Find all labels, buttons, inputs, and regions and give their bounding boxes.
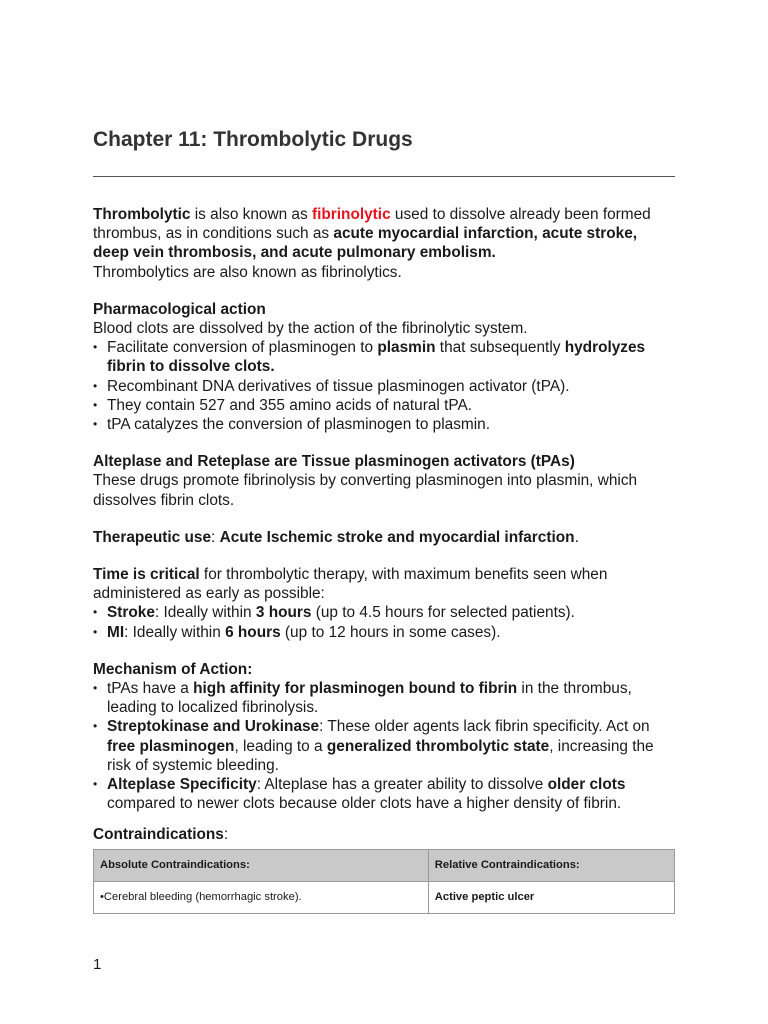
moa-list — [93, 679, 675, 813]
intro-paragraph: Thrombolytic is also known as fibrinolytic used to dissolve already been formed thrombus, as in conditions such as acute myocardial infarction, acute stroke, deep vein thrombosis, and acute pulmonary embolism. Thrombolytics are also known as fibrinolytics. — [93, 206, 651, 281]
document-body — [93, 205, 675, 914]
title-divider — [93, 176, 675, 177]
list-item: • Alteplase Specificity: Alteplase has a greater ability to dissolve older clots compared to newer clots because older clots have a higher density of fibrin. — [93, 775, 675, 813]
list-item: • tPAs have a high affinity for plasminogen bound to fibrin in the thrombus, leading to localized fibrinolysis. — [93, 679, 675, 717]
therapeutic-use: Therapeutic use: Acute Ischemic stroke and myocardial infarction. — [93, 528, 579, 546]
pharm-list — [93, 338, 675, 434]
intro-alt-term: fibrinolytic — [311, 206, 391, 223]
contraindications-table — [93, 849, 675, 914]
list-item: • Streptokinase and Urokinase: These older agents lack fibrin specificity. Act on free plasminogen, leading to a generalized thrombolytic state, increasing the risk of systemic bleeding. — [93, 717, 675, 775]
table-cell: •Cerebral bleeding (hemorrhagic stroke). — [94, 881, 429, 913]
intro-term: Thrombolytic — [93, 206, 191, 223]
moa-heading: Mechanism of Action: — [93, 660, 253, 678]
list-item: • MI: Ideally within 6 hours (up to 12 hours in some cases). — [93, 623, 675, 642]
list-item: • Facilitate conversion of plasminogen to plasmin that subsequently hydrolyzes fibrin to dissolve clots. — [93, 338, 675, 376]
tpa-text: These drugs promote fibrinolysis by converting plasminogen into plasmin, which dissolves fibrin clots. — [93, 472, 638, 509]
time-critical-text: Time is critical for thrombolytic therapy, with maximum benefits seen when administered as early as possible: — [93, 566, 608, 603]
pharm-heading: Pharmacological action — [93, 300, 266, 318]
page-number: 1 — [93, 956, 102, 973]
list-item: • They contain 527 and 355 amino acids of natural tPA. — [93, 396, 675, 415]
list-item: • Recombinant DNA derivatives of tissue plasminogen activator (tPA). — [93, 377, 675, 396]
page-title: Chapter 11: Thrombolytic Drugs — [93, 128, 413, 151]
tpa-heading: Alteplase and Reteplase are Tissue plasminogen activators (tPAs) — [93, 453, 575, 471]
pharm-text: Blood clots are dissolved by the action of the fibrinolytic system. — [93, 320, 528, 338]
table-row — [94, 881, 675, 913]
intro-conditions: acute myocardial infarction, acute stroke, deep vein thrombosis, and acute pulmonary embolism. — [93, 225, 638, 262]
table-header-row — [94, 849, 675, 881]
contraindications-heading: Contraindications: — [93, 826, 229, 844]
list-item: • tPA catalyzes the conversion of plasminogen to plasmin. — [93, 415, 675, 434]
list-item: • Stroke: Ideally within 3 hours (up to 4.5 hours for selected patients). — [93, 603, 675, 622]
time-list — [93, 603, 675, 641]
column-header-relative: Relative Contraindications: — [428, 849, 674, 881]
column-header-absolute: Absolute Contraindications: — [94, 849, 429, 881]
table-cell: Active peptic ulcer — [428, 881, 674, 913]
